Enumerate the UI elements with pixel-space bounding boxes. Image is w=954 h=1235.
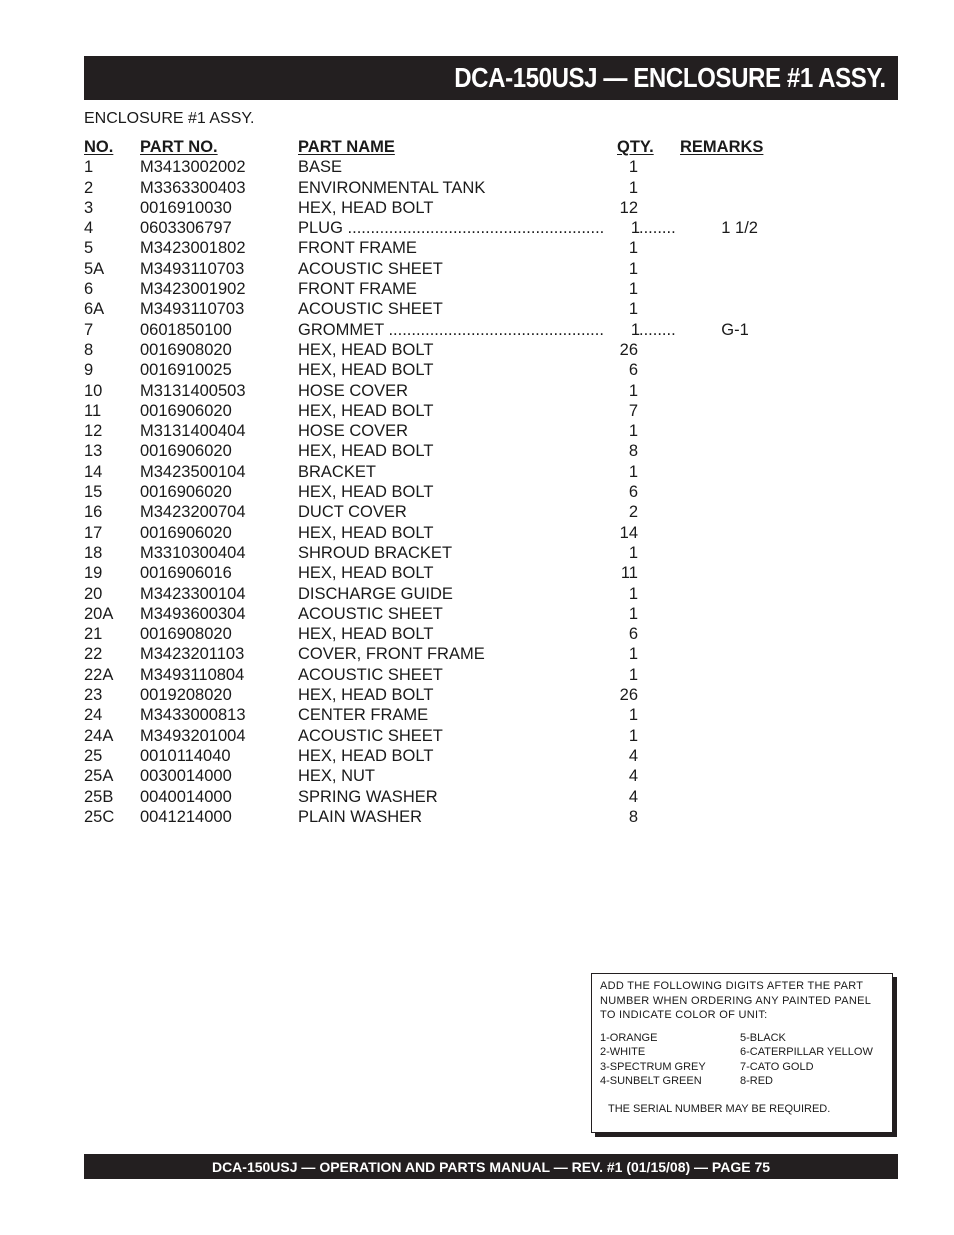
column-header-no: NO. <box>84 138 114 156</box>
cell-no: 20 <box>84 584 103 603</box>
cell-part-name: GROMMET ..... <box>298 320 636 340</box>
table-row <box>84 766 804 786</box>
table-row <box>84 178 804 198</box>
column-header-part-name: PART NAME <box>298 138 395 156</box>
table-row <box>84 644 804 664</box>
cell-no: 20A <box>84 604 114 623</box>
color-code-item: 4-SUNBELT GREEN <box>600 1075 702 1087</box>
cell-part-no: 0016906020 <box>140 523 232 542</box>
cell-no: 23 <box>84 686 103 705</box>
cell-part-no: 0016910030 <box>140 198 232 217</box>
cell-no: 5A <box>84 259 105 278</box>
serial-number-note: THE SERIAL NUMBER MAY BE REQUIRED. <box>608 1102 831 1115</box>
cell-part-no: M3423500104 <box>140 462 246 481</box>
cell-part-no: 0016908020 <box>140 625 232 644</box>
cell-part-no: 0016906020 <box>140 401 232 420</box>
cell-no: 3 <box>84 198 94 217</box>
table-row <box>84 685 804 705</box>
cell-part-no: M3493110703 <box>140 300 245 319</box>
footer-text: DCA-150USJ — OPERATION AND PARTS MANUAL — REV. #1 (01/15/08) — PAGE 75 <box>211 1158 771 1175</box>
cell-part-name: SPRING WASHER <box>298 787 438 806</box>
cell-part-no: 0010114040 <box>140 746 231 765</box>
cell-part-name: HEX, HEAD BOLT <box>298 442 434 461</box>
cell-part-no: M3131400503 <box>140 381 246 400</box>
table-row <box>84 218 804 238</box>
cell-qty: 2 <box>628 503 638 522</box>
cell-part-name: ACOUSTIC SHEET <box>298 604 443 623</box>
cell-qty: 7 <box>628 401 638 420</box>
table-header-row <box>84 137 804 157</box>
cell-part-name: HEX, HEAD BOLT <box>298 746 434 765</box>
cell-qty: 1 <box>628 645 638 664</box>
cell-part-name: HEX, HEAD BOLT <box>298 361 434 380</box>
cell-part-name: ACOUSTIC SHEET <box>298 726 443 745</box>
color-code-item: 1-ORANGE <box>600 1031 658 1044</box>
table-row <box>84 604 804 624</box>
table-row <box>84 238 804 258</box>
cell-part-name: HEX, HEAD BOLT <box>298 523 434 542</box>
cell-part-no: M3363300403 <box>140 178 246 197</box>
table-row <box>84 157 804 177</box>
cell-qty: 1 <box>628 726 638 745</box>
page-footer <box>84 1154 898 1179</box>
table-row <box>84 523 804 543</box>
cell-qty: 4 <box>628 787 638 806</box>
cell-part-no: 0016906020 <box>140 442 232 461</box>
cell-remarks: ..... G-1 <box>680 320 749 340</box>
parts-table <box>84 137 804 827</box>
cell-part-name: HEX, HEAD BOLT <box>298 625 434 644</box>
cell-part-no: M3413002002 <box>140 158 246 177</box>
table-row <box>84 624 804 644</box>
table-row <box>84 705 804 725</box>
color-code-item: 7-CATO GOLD <box>740 1060 814 1073</box>
cell-part-name: FRONT FRAME <box>298 239 417 258</box>
color-code-list <box>600 1031 884 1089</box>
cell-no: 24A <box>84 726 114 745</box>
table-row <box>84 787 804 807</box>
cell-no: 17 <box>84 523 103 542</box>
cell-part-no: M3493600304 <box>140 604 246 623</box>
table-row <box>84 563 804 583</box>
table-row <box>84 360 804 380</box>
table-row <box>84 746 804 766</box>
table-row <box>84 584 804 604</box>
cell-part-no: M3423200704 <box>140 503 246 522</box>
cell-qty: 1 <box>628 178 638 197</box>
cell-no: 15 <box>84 483 103 502</box>
table-row <box>84 502 804 522</box>
column-header-qty: QTY. <box>617 138 654 156</box>
cell-no: 10 <box>84 381 103 400</box>
cell-part-name: HEX, HEAD BOLT <box>298 401 434 420</box>
color-code-item: 3-SPECTRUM GREY <box>600 1060 706 1073</box>
cell-no: 6 <box>84 280 94 299</box>
cell-part-no: 0016906016 <box>140 564 232 583</box>
table-row <box>84 665 804 685</box>
cell-no: 1 <box>84 158 94 177</box>
cell-no: 25A <box>84 767 114 786</box>
cell-part-no: M3493110703 <box>140 259 245 278</box>
cell-qty: 1 <box>628 706 638 725</box>
cell-part-no: M3310300404 <box>140 543 246 562</box>
cell-part-no: M3493201004 <box>140 726 246 745</box>
cell-no: 13 <box>84 442 103 461</box>
cell-part-name: HOSE COVER <box>298 381 409 400</box>
color-code-note <box>591 973 893 1133</box>
section-label: ENCLOSURE #1 ASSY. <box>84 110 255 127</box>
cell-no: 25 <box>84 746 103 765</box>
color-code-item: 6-CATERPILLAR YELLOW <box>740 1046 873 1058</box>
cell-part-name: DUCT COVER <box>298 503 407 522</box>
cell-part-no: 0016908020 <box>140 340 232 359</box>
cell-part-no: 0016906020 <box>140 483 232 502</box>
column-header-part-no: PART NO. <box>140 138 218 156</box>
table-row <box>84 198 804 218</box>
cell-part-name: PLAIN WASHER <box>298 807 423 826</box>
cell-qty: 1 <box>628 381 638 400</box>
color-note-intro: ADD THE FOLLOWING DIGITS AFTER THE PART NUMBER WHEN ORDERING ANY PAINTED PANEL TO INDICATE COLOR OF UNIT: <box>600 980 871 1021</box>
cell-qty: 1 <box>628 280 638 299</box>
table-row <box>84 726 804 746</box>
cell-qty: 12 <box>619 198 638 217</box>
cell-part-name: BASE <box>298 158 343 177</box>
color-code-item: 5-BLACK <box>740 1031 786 1044</box>
cell-no: 25C <box>84 807 115 826</box>
cell-no: 22 <box>84 645 103 664</box>
table-row <box>84 299 804 319</box>
cell-part-no: 0040014000 <box>140 787 232 806</box>
cell-part-no: 0041214000 <box>140 807 232 826</box>
cell-part-name: ACOUSTIC SHEET <box>298 300 443 319</box>
cell-part-no: M3131400404 <box>140 422 246 441</box>
cell-no: 19 <box>84 564 103 583</box>
table-row <box>84 421 804 441</box>
cell-part-name: FRONT FRAME <box>298 280 417 299</box>
table-body <box>84 157 804 827</box>
cell-no: 11 <box>84 401 102 420</box>
table-row <box>84 320 804 340</box>
cell-qty: 1 <box>628 584 638 603</box>
cell-part-name: HEX, NUT <box>298 767 376 786</box>
cell-part-name: PLUG ..... <box>298 218 636 238</box>
cell-part-no: 0603306797 <box>140 219 232 238</box>
cell-part-no: 0601850100 <box>140 320 232 339</box>
cell-qty: 1 <box>628 239 638 258</box>
cell-no: 25B <box>84 787 114 806</box>
color-code-item: 8-RED <box>740 1075 774 1087</box>
cell-qty: 1 <box>628 665 638 684</box>
table-row <box>84 482 804 502</box>
table-row <box>84 441 804 461</box>
cell-qty: 1 <box>628 300 638 319</box>
cell-no: 16 <box>84 503 103 522</box>
cell-part-no: M3423001802 <box>140 239 246 258</box>
cell-qty: 1 <box>628 604 638 623</box>
table-row <box>84 279 804 299</box>
cell-part-no: 0019208020 <box>140 686 232 705</box>
cell-no: 9 <box>84 361 94 380</box>
cell-part-no: M3423201103 <box>140 645 245 664</box>
cell-qty: 8 <box>628 807 638 826</box>
cell-qty: 1 <box>628 259 638 278</box>
cell-qty: 11 <box>620 564 638 583</box>
cell-no: 8 <box>84 340 94 359</box>
cell-no: 18 <box>84 543 103 562</box>
cell-no: 14 <box>84 462 103 481</box>
column-header-remarks: REMARKS <box>680 138 764 156</box>
cell-no: 21 <box>84 625 103 644</box>
cell-no: 22A <box>84 665 114 684</box>
cell-qty: 1 <box>628 462 638 481</box>
cell-no: 24 <box>84 706 103 725</box>
cell-part-name: COVER, FRONT FRAME <box>298 645 485 664</box>
cell-no: 6A <box>84 300 105 319</box>
cell-qty: 1 <box>604 218 640 238</box>
table-row <box>84 340 804 360</box>
cell-part-name: ACOUSTIC SHEET <box>298 259 443 278</box>
color-code-item: 2-WHITE <box>600 1046 646 1058</box>
table-row <box>84 259 804 279</box>
cell-qty: 4 <box>628 767 638 786</box>
cell-part-name: HEX, HEAD BOLT <box>298 686 434 705</box>
cell-part-name: BRACKET <box>298 462 376 481</box>
cell-qty: 6 <box>628 361 638 380</box>
page-title: DCA-150USJ — ENCLOSURE #1 ASSY. <box>454 62 886 93</box>
cell-no: 12 <box>84 422 103 441</box>
cell-part-name: HEX, HEAD BOLT <box>298 564 434 583</box>
cell-part-name: DISCHARGE GUIDE <box>298 584 453 603</box>
table-row <box>84 807 804 827</box>
cell-qty: 1 <box>628 543 638 562</box>
cell-qty: 26 <box>619 686 638 705</box>
cell-part-no: 0030014000 <box>140 767 232 786</box>
cell-part-no: M3423001902 <box>140 280 246 299</box>
table-row <box>84 401 804 421</box>
cell-qty: 8 <box>628 442 638 461</box>
cell-no: 7 <box>84 320 94 339</box>
cell-qty: 1 <box>604 320 640 340</box>
cell-part-name: HOSE COVER <box>298 422 409 441</box>
cell-qty: 1 <box>628 158 638 177</box>
cell-part-name: HEX, HEAD BOLT <box>298 198 434 217</box>
cell-part-no: 0016910025 <box>140 361 232 380</box>
cell-part-no: M3433000813 <box>140 706 246 725</box>
cell-part-no: M3493110804 <box>140 665 245 684</box>
cell-no: 5 <box>84 239 94 258</box>
cell-part-name: ENVIRONMENTAL TANK <box>298 178 486 197</box>
cell-remarks: ..... 1 1/2 <box>680 218 758 238</box>
cell-part-name: ACOUSTIC SHEET <box>298 665 443 684</box>
cell-part-name: SHROUD BRACKET <box>298 543 453 562</box>
table-row <box>84 543 804 563</box>
cell-qty: 26 <box>619 340 638 359</box>
cell-part-no: M3423300104 <box>140 584 246 603</box>
cell-part-name: HEX, HEAD BOLT <box>298 340 434 359</box>
cell-qty: 6 <box>628 483 638 502</box>
cell-qty: 14 <box>619 523 638 542</box>
cell-qty: 1 <box>628 422 638 441</box>
cell-no: 2 <box>84 178 94 197</box>
table-row <box>84 462 804 482</box>
cell-no: 4 <box>84 219 94 238</box>
cell-part-name: CENTER FRAME <box>298 706 429 725</box>
cell-qty: 4 <box>628 746 638 765</box>
page-title-bar <box>84 56 898 100</box>
cell-qty: 6 <box>628 625 638 644</box>
cell-part-name: HEX, HEAD BOLT <box>298 483 434 502</box>
table-row <box>84 381 804 401</box>
